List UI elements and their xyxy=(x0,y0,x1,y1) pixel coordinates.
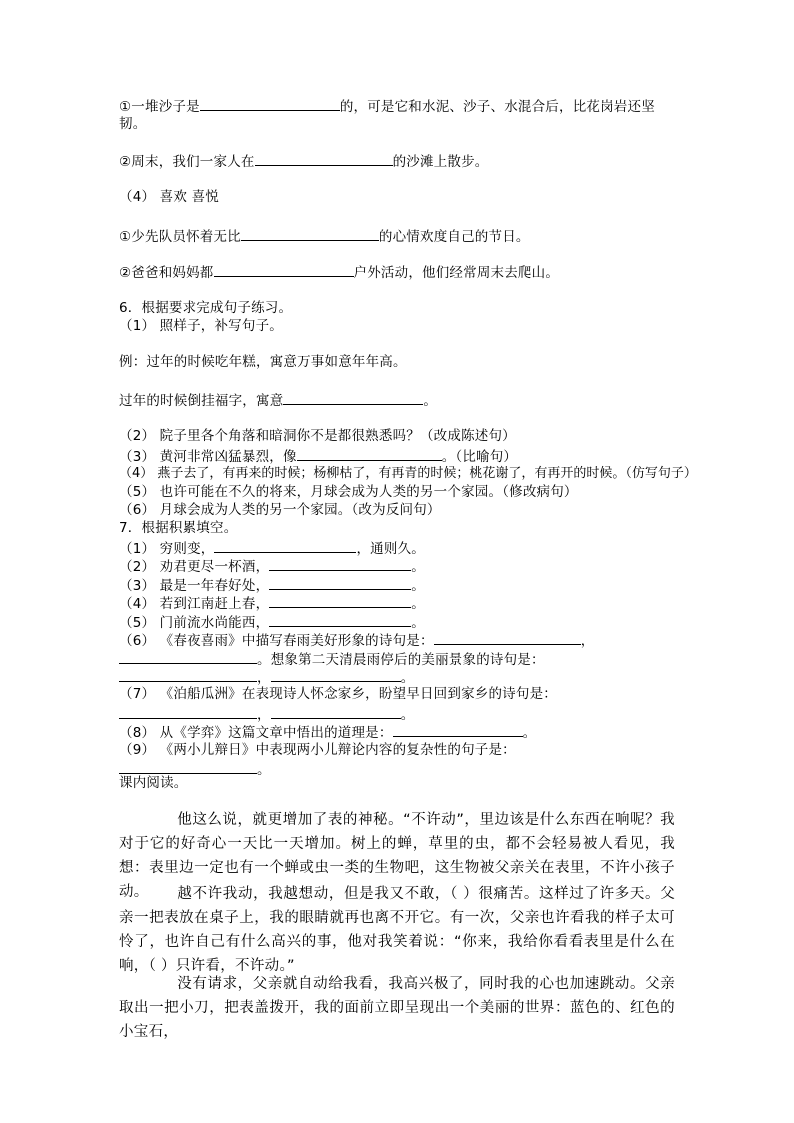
answer-blank[interactable] xyxy=(269,593,411,608)
q5-4-sentence-1 xyxy=(119,226,530,247)
q6-task-text-after: 。 xyxy=(423,393,438,409)
q7-i4-text: （4） 若到江南赶上春， xyxy=(119,596,270,612)
q5-3-s2-text-after: 的沙滩上散步。 xyxy=(392,154,489,170)
q7-item-8 xyxy=(119,722,536,743)
q5-4-s2-text-before: ②爸爸和妈妈都 xyxy=(119,265,214,281)
period-mark: 。 xyxy=(411,596,425,612)
q6-sub4: （4） 燕子去了，有再来的时候；杨柳枯了，有再青的时候；桃花谢了，有再开的时候。（仿写句子） xyxy=(119,466,697,481)
q7-i2-text: （2） 劝君更尽一杯酒， xyxy=(119,559,270,575)
reading-paragraph-3 xyxy=(119,972,675,1044)
answer-blank[interactable] xyxy=(200,96,340,111)
q6-sub3-text-after: 。（比喻句） xyxy=(441,449,518,465)
answer-blank[interactable] xyxy=(283,390,423,405)
q6-task xyxy=(119,390,437,411)
q5-4-header: （4） 喜欢 喜悦 xyxy=(119,189,219,205)
q6-title: 6．根据要求完成句子练习。 xyxy=(119,300,293,316)
answer-blank[interactable] xyxy=(393,722,523,737)
q6-sub3-text-before: （3） 黄河非常凶猛暴烈，像 xyxy=(119,449,297,465)
q6-sub1: （1） 照样子，补写句子。 xyxy=(119,318,283,334)
period-mark: 。 xyxy=(522,725,537,741)
reading-p2-text: 越不许我动，我越想动，但是我又不敢，（ ）很痛苦。这样过了许多天。父亲一把表放在桌子上，我的眼睛就再也离不开它。有一次，父亲也许看我的样子太可怜了，也许自己有什么高兴的事，他对我笑着说：“你来，我给你看看表里是什么在响，（ ）只许看，不许动。” xyxy=(119,886,675,974)
answer-blank[interactable] xyxy=(255,151,393,166)
q6-example: 例：过年的时候吃年糕，寓意万事如意年年高。 xyxy=(119,354,407,370)
period-mark: 。 xyxy=(400,707,415,723)
answer-blank[interactable] xyxy=(269,575,411,590)
q5-4-s1-text-after: 的心情欢度自己的节日。 xyxy=(378,229,530,245)
reading-p3-text: 没有请求，父亲就自动给我看，我高兴极了，同时我的心也加速跳动。父亲取出一把小刀，把表盖拨开，我的面前立即呈现出一个美丽的世界：蓝色的、红色的小宝石， xyxy=(119,976,675,1040)
q7-i3-text: （3） 最是一年春好处， xyxy=(119,578,270,594)
answer-blank[interactable] xyxy=(269,612,411,627)
answer-blank[interactable] xyxy=(241,226,379,241)
reading-p1-text: 他这么说，就更增加了表的神秘。“不许动”，里边该是什么东西在响呢？我对于它的好奇心一天比一天增加。树上的蝉，草里的虫，都不会轻易被人看见，我想：表里边一定也有一个蝉或虫一类的生物吧，这生物被父亲关在表里，不许小孩子动。 xyxy=(119,812,675,900)
answer-blank[interactable] xyxy=(297,446,442,461)
reading-paragraph-2 xyxy=(119,882,675,978)
q6-task-text-before: 过年的时候倒挂福字，寓意 xyxy=(119,393,284,409)
period-mark: 。 xyxy=(411,578,425,594)
comma-mark: ， xyxy=(257,670,271,686)
comma-mark: ， xyxy=(257,707,271,723)
answer-blank[interactable] xyxy=(271,667,401,682)
q7-i6-text-before: （6） 《春夜喜雨》中描写春雨美好形象的诗句是： xyxy=(119,633,434,649)
answer-blank[interactable] xyxy=(214,538,356,553)
q7-title: 7．根据积累填空。 xyxy=(119,520,238,536)
q5-3-s1-text-before: ①一堆沙子是 xyxy=(119,99,200,115)
comma-mark: ， xyxy=(580,633,595,649)
q5-3-sentence-2 xyxy=(119,151,489,172)
q5-3-sentence-1-wrap: 韧。 xyxy=(119,116,147,132)
q7-i1-text-after: ，通则久。 xyxy=(356,541,425,557)
q5-4-s1-text-before: ①少先队员怀着无比 xyxy=(119,229,241,245)
period-mark: 。 xyxy=(257,762,271,778)
q7-item-6 xyxy=(119,630,594,651)
answer-blank[interactable] xyxy=(119,667,257,682)
q5-3-s1-text-after: 的，可是它和水泥、沙子、水混合后，比花岗岩还坚 xyxy=(339,99,655,115)
q7-item-4 xyxy=(119,593,425,614)
reading-title: 课内阅读。 xyxy=(119,775,188,791)
q7-item-2 xyxy=(119,556,425,577)
answer-blank[interactable] xyxy=(119,759,257,774)
q5-4-s2-text-after: 户外活动，他们经常周末去爬山。 xyxy=(353,265,560,281)
q7-item-7: （7） 《泊船瓜洲》在表现诗人怀念家乡，盼望早日回到家乡的诗句是： xyxy=(119,686,557,702)
q5-4-sentence-2 xyxy=(119,262,559,283)
q6-sub2: （2） 院子里各个角落和暗洞你不是都很熟悉吗？（改成陈述句） xyxy=(119,428,516,444)
q7-i8-text: （8） 从《学弈》这篇文章中悟出的道理是： xyxy=(119,725,393,741)
answer-blank[interactable] xyxy=(271,704,401,719)
q7-i5-text: （5） 门前流水尚能西， xyxy=(119,615,270,631)
q6-sub5: （5） 也许可能在不久的将来，月球会成为人类的另一个家园。（修改病句） xyxy=(119,484,578,500)
q7-i1-text-before: （1） 穷则变， xyxy=(119,541,215,557)
q5-3-sentence-1 xyxy=(119,96,655,117)
period-mark: 。 xyxy=(400,670,415,686)
answer-blank[interactable] xyxy=(119,704,257,719)
q7-i6-text-mid: 。想象第二天清晨雨停后的美丽景象的诗句是： xyxy=(257,652,545,668)
answer-blank[interactable] xyxy=(434,630,581,645)
answer-blank[interactable] xyxy=(214,262,354,277)
answer-blank[interactable] xyxy=(269,556,411,571)
answer-blank[interactable] xyxy=(119,649,257,664)
period-mark: 。 xyxy=(411,559,425,575)
period-mark: 。 xyxy=(411,615,425,631)
q7-item-9: （9） 《两小儿辩日》中表现两小儿辩论内容的复杂性的句子是： xyxy=(119,742,516,758)
q5-3-s2-text-before: ②周末，我们一家人在 xyxy=(119,154,255,170)
q6-sub6: （6） 月球会成为人类的另一个家园。（改为反问句） xyxy=(119,502,441,518)
